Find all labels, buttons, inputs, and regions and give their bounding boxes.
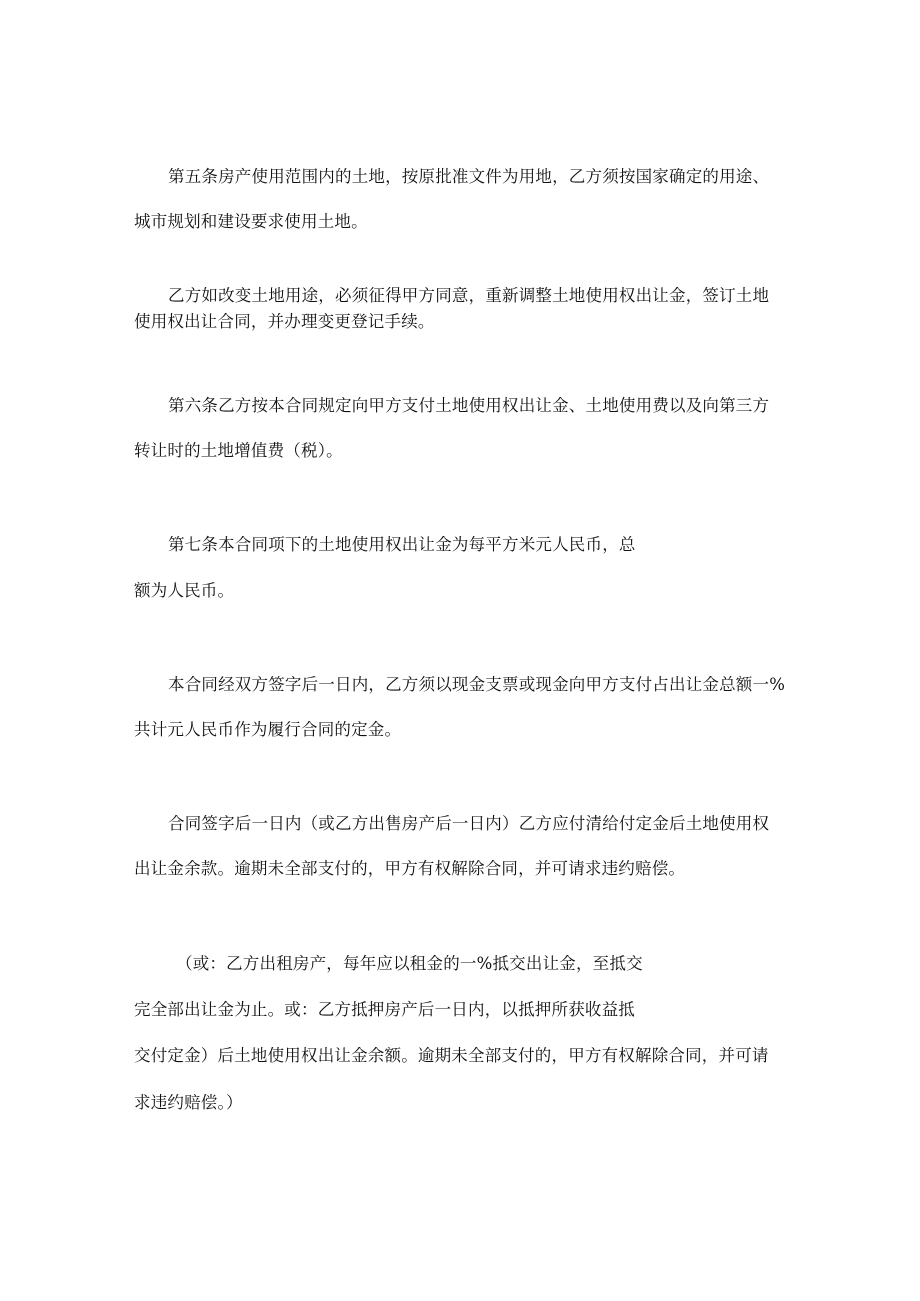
paragraph-line: 转让时的土地增值费（税）。 bbox=[134, 441, 343, 460]
paragraph-line: 合同签字后一日内（或乙方出售房产后一日内）乙方应付清给付定金后土地使用权 bbox=[168, 814, 770, 833]
paragraph-line: 共计元人民币作为履行合同的定金。 bbox=[134, 720, 402, 739]
paragraph-line: 第六条乙方按本合同规定向甲方支付土地使用权出让金、土地使用费以及向第三方 bbox=[168, 396, 770, 415]
paragraph-line: 出让金余款。逾期未全部支付的，甲方有权解除合同，并可请求违约赔偿。 bbox=[134, 859, 686, 878]
paragraph-line: 本合同经双方签字后一日内，乙方须以现金支票或现金向甲方支付占出让金总额一% bbox=[168, 675, 786, 694]
paragraph-line: 乙方如改变土地用途，必须征得甲方同意，重新调整土地使用权出让金，签订土地 bbox=[168, 286, 770, 305]
paragraph-line: 第七条本合同项下的土地使用权出让金为每平方米元人民币，总 bbox=[168, 535, 636, 554]
paragraph-line: 使用权出让合同，并办理变更登记手续。 bbox=[134, 312, 435, 331]
paragraph-line: （或：乙方出租房产，每年应以租金的一%抵交出让金，至抵交 bbox=[176, 954, 643, 973]
paragraph-line: 第五条房产使用范围内的土地，按原批准文件为用地，乙方须按国家确定的用途、 bbox=[168, 167, 770, 186]
paragraph-line: 交付定金）后土地使用权出让金余额。逾期未全部支付的，甲方有权解除合同，并可请 bbox=[134, 1046, 769, 1065]
paragraph-line: 额为人民币。 bbox=[134, 581, 235, 600]
paragraph-line: 城市规划和建设要求使用土地。 bbox=[134, 212, 368, 231]
paragraph-line: 求违约赔偿。） bbox=[134, 1093, 243, 1112]
paragraph-line: 完全部出让金为止。或：乙方抵押房产后一日内，以抵押所获收益抵 bbox=[134, 1000, 635, 1019]
